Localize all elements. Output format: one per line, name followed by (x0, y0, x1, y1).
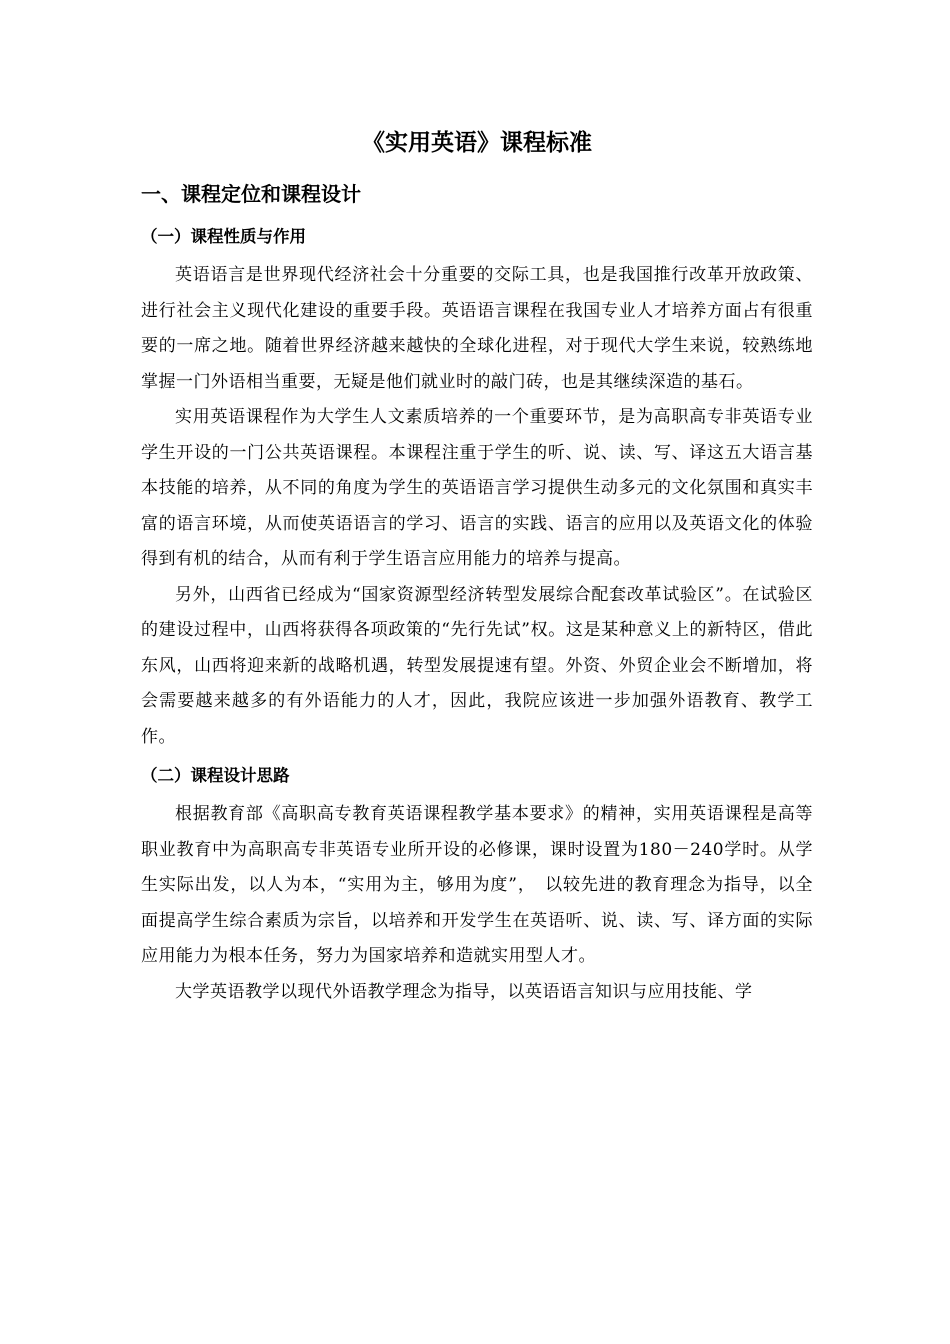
document-page (141, 120, 813, 1010)
paragraph: 实用英语课程作为大学生人文素质培养的一个重要环节，是为高职高专非英语专业学生开设的一门公共英语课程。本课程注重于学生的听、说、读、写、译这五大语言基本技能的培养，从不同的角度为学生的英语语言学习提供生动多元的文化氛围和真实丰富的语言环境，从而使英语语言的学习、语言的实践、语言的应用以及英语文化的体验得到有机的结合，从而有利于学生语言应用能力的培养与提高。 (141, 407, 813, 569)
subsection-heading-course-nature: （一）课程性质与作用 (141, 227, 306, 246)
subsection-heading-course-design: （二）课程设计思路 (141, 766, 290, 785)
paragraph: 英语语言是世界现代经济社会十分重要的交际工具，也是我国推行改革开放政策、进行社会主义现代化建设的重要手段。英语语言课程在我国专业人才培养方面占有很重要的一席之地。随着世界经济越来越快的全球化进程，对于现代大学生来说，较熟练地掌握一门外语相当重要，无疑是他们就业时的敲门砖，也是其继续深造的基石。 (141, 265, 813, 392)
paragraph: 大学英语教学以现代外语教学理念为指导，以英语语言知识与应用技能、学 (175, 981, 753, 1002)
paragraph: 另外，山西省已经成为“国家资源型经济转型发展综合配套改革试验区”。在试验区的建设过程中，山西将获得各项政策的“先行先试”权。这是某种意义上的新特区，借此东风，山西将迎来新的战略机遇，转型发展提速有望。外资、外贸企业会不断增加，将会需要越来越多的有外语能力的人才，因此，我院应该进一步加强外语教育、教学工作。 (141, 584, 813, 747)
document-title: 《实用英语》课程标准 (362, 130, 592, 156)
paragraph: 根据教育部《高职高专教育英语课程教学基本要求》的精神，实用英语课程是高等职业教育中为高职高专非英语专业所开设的必修课，课时设置为180－240学时。从学生实际出发，以人为本，“实用为主，够用为度”， 以较先进的教育理念为指导，以全面提高学生综合素质为宗旨，以培养和开发学生在英语听、说、读、写、译方面的实际应用能力为根本任务，努力为国家培养和造就实用型人才。 (141, 804, 813, 966)
section-heading-course-positioning: 一、课程定位和课程设计 (141, 182, 361, 206)
